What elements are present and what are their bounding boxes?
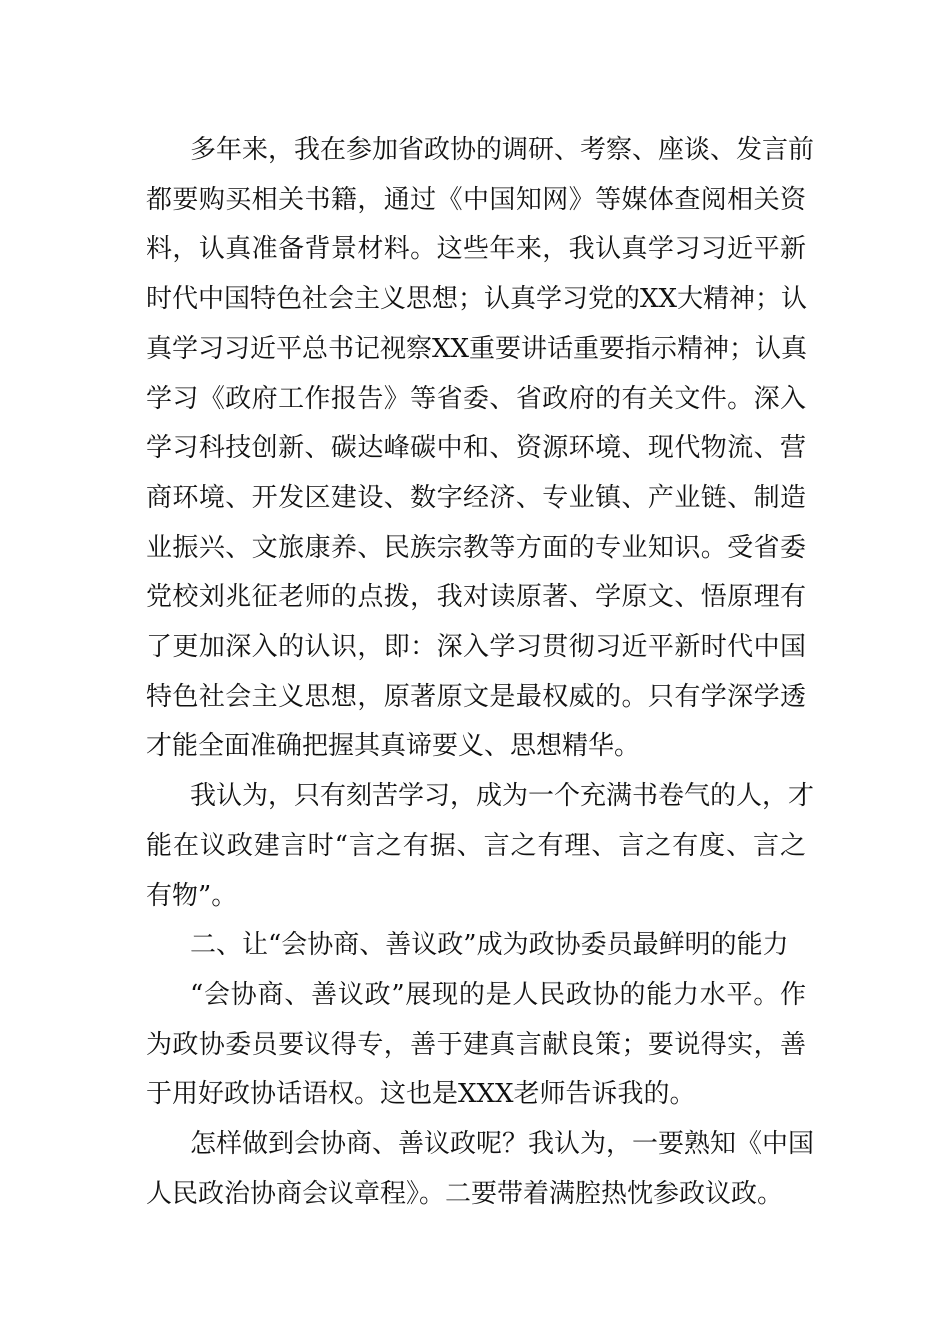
paragraph-hard-study <box>146 772 815 921</box>
text-line: 都要购买相关书籍，通过《中国知网》等媒体查阅相关资 <box>146 184 806 215</box>
text-line: 了更加深入的认识，即：深入学习贯彻习近平新时代中国 <box>146 632 806 663</box>
text-line: 商环境、开发区建设、数字经济、专业镇、产业链、制造 <box>146 482 806 513</box>
text-line: 学习科技创新、碳达峰碳中和、资源环境、现代物流、营 <box>146 433 806 464</box>
text-line: 为政协委员要议得专，善于建真言献良策；要说得实，善 <box>146 1029 806 1060</box>
paragraph-how-to <box>146 1120 815 1219</box>
text-line: 学习《政府工作报告》等省委、省政府的有关文件。深入 <box>146 383 806 414</box>
paragraph-consultation-ability <box>146 971 806 1120</box>
paragraph-study-materials <box>146 126 815 772</box>
text-line: 业振兴、文旅康养、民族宗教等方面的专业知识。受省委 <box>146 532 806 563</box>
text-line: 我认为，只有刻苦学习，成为一个充满书卷气的人，才 <box>190 781 815 812</box>
text-line: 人民政治协商会议章程》。二要带着满腔热忱参政议政。 <box>146 1178 784 1209</box>
text-line: “会协商、善议政”展现的是人民政协的能力水平。作 <box>190 979 806 1010</box>
text-line: 时代中国特色社会主义思想；认真学习党的XX大精神；认 <box>146 284 808 315</box>
text-line: 特色社会主义思想，原著原文是最权威的。只有学深学透 <box>146 681 806 712</box>
text-line: 于用好政协话语权。这也是XXX老师告诉我的。 <box>146 1079 696 1110</box>
document-body <box>146 126 815 1219</box>
text-line: 料，认真准备背景材料。这些年来，我认真学习习近平新 <box>146 234 806 265</box>
text-line: 真学习习近平总书记视察XX重要讲话重要指示精神；认真 <box>146 333 808 364</box>
text-line: 才能全面准确把握其真谛要义、思想精华。 <box>146 731 641 762</box>
text-line: 怎样做到会协商、善议政呢？我认为，一要熟知《中国 <box>190 1129 815 1160</box>
text-line: 党校刘兆征老师的点拨，我对读原著、学原文、悟原理有 <box>146 582 806 613</box>
text-line: 有物”。 <box>146 880 238 911</box>
text-line: 二、让“会协商、善议政”成为政协委员最鲜明的能力 <box>190 930 789 961</box>
text-line: 能在议政建言时“言之有据、言之有理、言之有度、言之 <box>146 830 806 861</box>
section-heading <box>146 921 806 971</box>
text-line: 多年来，我在参加省政协的调研、考察、座谈、发言前 <box>190 135 815 165</box>
